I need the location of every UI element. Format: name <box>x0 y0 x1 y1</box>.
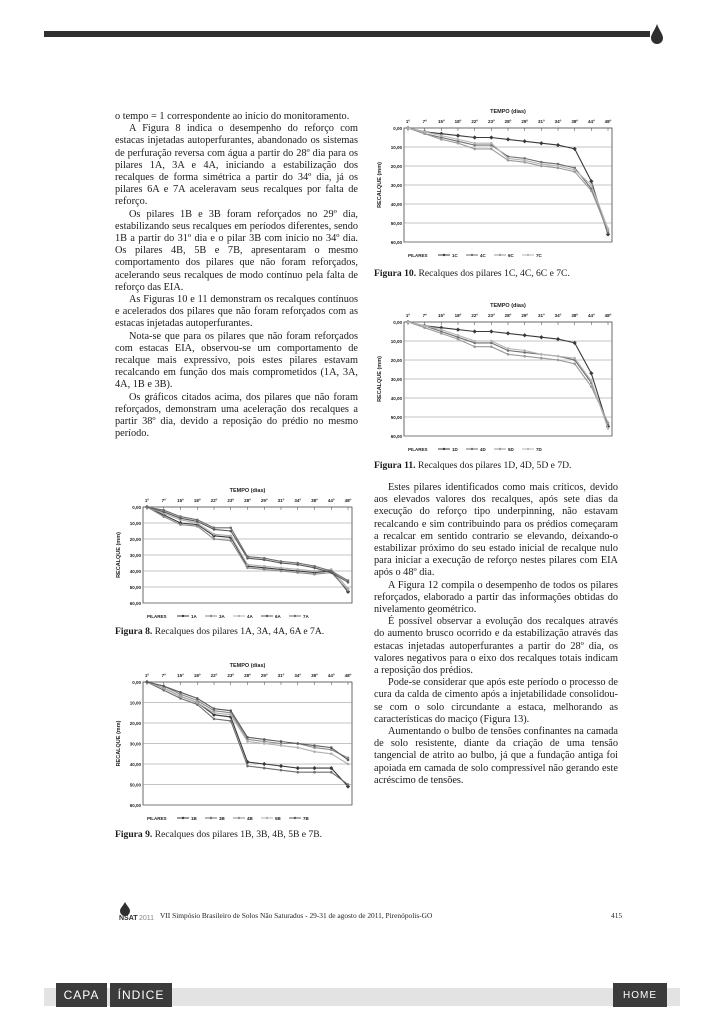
legend-label: 3B <box>219 816 225 821</box>
legend-label: 7A <box>303 614 309 619</box>
paragraph: As Figuras 10 e 11 demonstram os recalques contínuos e acelerados dos pilares que não foram reforçados com as estacas injetadas autoperfurantes. <box>115 294 358 330</box>
data-point <box>457 138 460 141</box>
legend-marker <box>210 817 212 819</box>
data-point <box>440 328 443 331</box>
indice-button[interactable] <box>110 983 172 1007</box>
y-tick-label: 20,00 <box>129 721 141 726</box>
caption-text: Recalques dos pilares 1D, 4D, 5D e 7D. <box>415 460 572 471</box>
legend-marker <box>443 254 445 256</box>
caption-label: Figura 10. <box>374 268 417 279</box>
y-tick-label: 10,00 <box>390 145 402 150</box>
data-point <box>213 538 216 541</box>
data-point <box>179 515 182 518</box>
data-point <box>296 771 299 774</box>
data-point <box>573 357 576 360</box>
x-tick-label: 29º <box>521 313 528 318</box>
data-point <box>213 718 216 721</box>
legend-marker <box>238 817 240 819</box>
data-point <box>313 771 316 774</box>
legend-label: 5B <box>275 816 281 821</box>
data-point <box>179 691 182 694</box>
legend-marker <box>527 254 529 256</box>
nsat-logo <box>117 900 157 927</box>
data-point <box>540 357 543 360</box>
data-point <box>146 506 149 509</box>
x-tick-label: 48º <box>604 119 612 124</box>
chart-figure-10 <box>374 106 620 262</box>
caption-figure-9 <box>115 829 322 840</box>
data-point <box>196 519 199 522</box>
chart-figure-9 <box>113 660 360 825</box>
data-point <box>313 570 316 573</box>
data-point <box>440 332 443 335</box>
data-point <box>296 562 299 565</box>
paragraph: É possível observar a evolução dos recalques através do aumento brusco ocorrido e da estabilização através das estacas injetadas autoperfurantes a partir do 28º dia, os valores negativos para o eixo dos recalques totais indicam a reposição dos prédios. <box>374 616 618 677</box>
data-point <box>557 165 560 168</box>
data-point <box>507 353 510 356</box>
data-point <box>296 746 299 749</box>
data-point <box>423 131 426 134</box>
data-point <box>473 340 476 343</box>
data-point <box>313 573 316 576</box>
x-tick-label: 15º <box>438 119 445 124</box>
data-point <box>246 740 249 743</box>
y-tick-label: 50,00 <box>129 782 141 788</box>
data-point <box>313 565 316 568</box>
x-tick-label: 22º <box>210 498 218 503</box>
paragraph: Aumentando o bulbo de tensões confinantes na camada de solo resistente, diante da criação de uma tensão tangencial de atrito ao bulbo, já que a fundação antiga foi apoiada em camada de solo compressível não gerando este acréscimo de tensões. <box>374 726 618 786</box>
data-point <box>573 363 576 366</box>
data-point <box>263 767 266 770</box>
chart-figure-8 <box>113 485 360 623</box>
chart-title: TEMPO (dias) <box>229 488 266 494</box>
data-point <box>246 555 249 558</box>
x-tick-label: 18º <box>193 498 201 503</box>
x-tick-label: 15º <box>438 313 445 318</box>
legend-marker <box>266 817 268 819</box>
data-point <box>280 570 283 573</box>
data-point <box>507 157 510 160</box>
data-point <box>296 568 299 571</box>
left-column <box>115 111 358 440</box>
x-tick-label: 31º <box>277 673 285 678</box>
x-tick-label: 38º <box>311 673 318 678</box>
data-point <box>347 783 350 786</box>
y-tick-label: 40,00 <box>129 569 141 574</box>
y-tick-label: 0,00 <box>132 505 141 510</box>
x-tick-label: 7º <box>422 119 427 124</box>
legend-marker <box>294 615 296 617</box>
legend-marker <box>210 615 212 617</box>
data-point <box>490 345 493 348</box>
y-tick-label: 60,00 <box>390 434 402 439</box>
data-point <box>473 345 476 348</box>
x-tick-label: 34º <box>294 498 302 503</box>
data-point <box>573 169 576 172</box>
data-point <box>229 720 232 723</box>
data-point <box>213 533 216 536</box>
chart-title: TEMPO (dias) <box>490 303 526 309</box>
data-point <box>590 385 593 388</box>
indice-label: ÍNDICE <box>117 988 165 1002</box>
data-point <box>457 142 460 145</box>
y-tick-label: 50,00 <box>390 221 402 226</box>
footer-text: VII Simpósio Brasileiro de Solos Não Saturados - 29-31 de agosto de 2011, Pirenópolis-GO <box>160 911 433 920</box>
x-tick-label: 18º <box>454 313 462 318</box>
data-point <box>280 769 283 772</box>
y-tick-label: 0,00 <box>393 320 402 325</box>
x-tick-label: 44º <box>588 119 595 124</box>
data-point <box>213 707 216 710</box>
svg-text:2011: 2011 <box>139 915 155 922</box>
caption-label: Figura 9. <box>115 829 153 840</box>
legend-label: 5D <box>508 447 514 452</box>
data-point <box>590 189 593 192</box>
data-point <box>523 159 526 162</box>
legend-title: PILARES <box>147 614 167 619</box>
data-point <box>146 681 149 684</box>
data-point <box>607 427 610 430</box>
y-tick-label: 20,00 <box>129 537 141 542</box>
data-point <box>313 744 316 747</box>
y-tick-label: 10,00 <box>129 700 141 706</box>
x-tick-label: 31º <box>538 313 545 318</box>
x-tick-label: 15º <box>177 673 184 678</box>
x-tick-label: 31º <box>277 498 285 503</box>
x-tick-label: 7º <box>161 498 166 503</box>
data-point <box>330 570 333 573</box>
data-point <box>507 347 510 350</box>
x-tick-label: 29º <box>521 119 528 124</box>
y-tick-label: 40,00 <box>390 202 402 207</box>
legend-label: 7B <box>303 816 309 821</box>
data-point <box>280 744 283 747</box>
data-point <box>296 742 299 745</box>
y-tick-label: 10,00 <box>390 339 402 344</box>
x-tick-label: 31º <box>538 119 545 124</box>
data-point <box>196 697 199 700</box>
legend-marker <box>527 448 529 450</box>
data-point <box>330 771 333 774</box>
paragraph: Os pilares 1B e 3B foram reforçados no 29º dia, estabilizando seus recalques em períodos diferentes, sendo 1B a partir do 31º dia e o pilar 3B com início no 34º dia. Os pilares 4B, 5B e 7B, apresentaram o mesmo comportamento dos pilares que não foram reforçados, acelerando seus recalques de modo contínuo pela falta de reforço das EIA. <box>115 208 358 293</box>
data-point <box>246 567 249 570</box>
y-tick-label: 60,00 <box>390 240 402 245</box>
data-point <box>229 709 232 712</box>
chart-title: TEMPO (dias) <box>490 109 526 115</box>
data-point <box>557 355 560 358</box>
data-point <box>229 714 232 717</box>
y-tick-label: 50,00 <box>390 415 402 420</box>
x-tick-label: 1º <box>405 119 411 124</box>
legend-label: 4C <box>480 253 486 258</box>
data-point <box>523 355 526 358</box>
legend-marker <box>471 254 473 256</box>
y-axis-label: RECALQUE (mm) <box>116 532 122 578</box>
x-tick-label: 44º <box>327 673 335 678</box>
svg-text:NSAT: NSAT <box>119 915 138 922</box>
legend-label: 1B <box>191 816 197 821</box>
x-tick-label: 23º <box>488 313 495 318</box>
legend-label: 6A <box>275 614 281 619</box>
y-tick-label: 30,00 <box>129 553 141 558</box>
legend-marker <box>499 448 501 450</box>
data-point <box>246 563 249 566</box>
header-rule <box>44 31 650 37</box>
data-point <box>263 568 266 571</box>
x-tick-label: 23º <box>488 119 495 124</box>
data-point <box>280 740 283 743</box>
x-tick-label: 38º <box>571 119 578 124</box>
data-point <box>490 148 493 151</box>
y-tick-label: 60,00 <box>129 803 141 808</box>
data-point <box>330 752 333 755</box>
x-tick-label: 7º <box>422 313 427 318</box>
legend-title: PILARES <box>147 816 167 821</box>
paragraph: Pode-se considerar que após este período o processo de cura da calda de cimento após a injetabilidade consolidou-se com o solo circundante a estaca, melhorando as características do maciço (Figura 13). <box>374 677 618 725</box>
x-tick-label: 48º <box>344 673 352 678</box>
x-tick-label: 28º <box>504 119 512 124</box>
data-point <box>196 525 199 528</box>
capa-button[interactable] <box>56 983 107 1007</box>
caption-text: Recalques dos pilares 1A, 3A, 4A, 6A e 7A. <box>152 626 325 637</box>
paragraph: A Figura 8 indica o desempenho do reforço com estacas injetadas autoperfurantes, abandonado os sistemas de perfuração reversa com água a partir do 28º dia para os pilares 1A, 3A e 4A, iniciando a estabilização dos recalques de forma simétrica a partir do 34º dia, já os pilares 6A e 7A aceleravam seus recalques por falta de reforço. <box>115 123 358 208</box>
caption-figure-10 <box>374 268 570 279</box>
x-tick-label: 34º <box>294 673 302 678</box>
chart-title: TEMPO (dias) <box>229 663 266 669</box>
data-point <box>440 138 443 141</box>
caption-label: Figura 8. <box>115 626 153 637</box>
data-point <box>473 142 476 145</box>
data-point <box>590 184 593 187</box>
y-tick-label: 30,00 <box>390 183 402 188</box>
data-point <box>296 571 299 574</box>
caption-text: Recalques dos pilares 1C, 4C, 6C e 7C. <box>416 268 570 279</box>
data-point <box>607 227 610 230</box>
data-point <box>347 579 350 582</box>
legend-label: 7D <box>536 447 542 452</box>
legend-marker <box>182 817 184 819</box>
x-tick-label: 22º <box>471 119 478 124</box>
data-point <box>213 527 216 530</box>
x-tick-label: 1º <box>405 313 411 318</box>
data-point <box>407 127 410 130</box>
legend-label: 4A <box>247 614 253 619</box>
x-tick-label: 44º <box>588 313 595 318</box>
y-tick-label: 30,00 <box>129 741 141 747</box>
data-point <box>440 134 443 137</box>
capa-label: CAPA <box>63 988 100 1002</box>
caption-figure-11 <box>374 460 571 471</box>
data-point <box>229 539 232 542</box>
data-point <box>263 557 266 560</box>
x-tick-label: 18º <box>454 119 462 124</box>
x-tick-label: 34º <box>554 313 562 318</box>
legend-marker <box>471 448 473 450</box>
y-tick-label: 0,00 <box>393 126 402 131</box>
y-axis-label: RECALQUE (mm) <box>377 356 383 402</box>
paragraph: Nota-se que para os pilares que não foram reforçados com estacas EIA, observou-se um comportamento de recalque mais expressivo, pois estes pilares estavam recalcando em função dos mais comprometidos (1A, 3A, 4A, 1B e 3B). <box>115 330 358 391</box>
x-tick-label: 29º <box>260 673 268 678</box>
data-point <box>490 340 493 343</box>
x-tick-label: 34º <box>554 119 562 124</box>
data-point <box>213 711 216 714</box>
data-point <box>347 759 350 762</box>
legend-label: 3A <box>219 614 225 619</box>
caption-label: Figura 11. <box>374 460 416 471</box>
legend-title: PILARES <box>408 447 428 452</box>
data-point <box>523 349 526 352</box>
x-tick-label: 15º <box>177 498 184 503</box>
x-tick-label: 28º <box>244 498 251 503</box>
x-tick-label: 1º <box>144 673 150 678</box>
legend-label: 7C <box>536 253 542 258</box>
data-point <box>490 142 493 145</box>
x-tick-label: 48º <box>344 498 352 503</box>
x-tick-label: 22º <box>471 313 478 318</box>
paragraph: A Figura 12 compila o desempenho de todos os pilares reforçados, elaborado a partir das informações obtidas do nivelamento geométrico. <box>374 579 618 616</box>
x-tick-label: 22º <box>210 673 218 678</box>
y-tick-label: 40,00 <box>129 762 141 767</box>
chart-figure-11 <box>374 300 620 456</box>
data-point <box>246 736 249 739</box>
right-column <box>374 482 618 787</box>
legend-label: 4B <box>247 816 253 821</box>
x-tick-label: 29º <box>260 498 268 503</box>
legend-label: 6C <box>508 253 514 258</box>
y-tick-label: 20,00 <box>390 164 402 169</box>
data-point <box>280 567 283 570</box>
x-tick-label: 28º <box>504 313 512 318</box>
data-point <box>162 509 165 512</box>
y-tick-label: 20,00 <box>390 358 402 363</box>
x-tick-label: 1º <box>144 498 150 503</box>
x-tick-label: 44º <box>327 498 335 503</box>
data-point <box>457 334 460 337</box>
data-point <box>196 701 199 704</box>
data-point <box>473 148 476 151</box>
data-point <box>590 380 593 383</box>
data-point <box>347 587 350 590</box>
y-tick-label: 50,00 <box>129 585 141 590</box>
legend-label: 4D <box>480 447 486 452</box>
data-point <box>280 560 283 563</box>
caption-figure-8 <box>115 626 324 637</box>
data-point <box>540 163 543 166</box>
data-point <box>179 695 182 698</box>
y-tick-label: 0,00 <box>132 680 141 685</box>
x-tick-label: 38º <box>311 498 318 503</box>
data-point <box>607 421 610 424</box>
x-tick-label: 7º <box>161 673 166 678</box>
drop-icon <box>650 24 664 46</box>
legend-marker <box>238 615 240 617</box>
data-point <box>162 515 165 518</box>
x-tick-label: 28º <box>244 673 251 678</box>
data-point <box>457 338 460 341</box>
page-number: 415 <box>611 911 623 920</box>
legend-title: PILARES <box>408 253 428 258</box>
data-point <box>263 742 266 745</box>
x-tick-label: 48º <box>604 313 612 318</box>
legend-label: 1A <box>191 614 197 619</box>
caption-text: Recalques dos pilares 1B, 3B, 4B, 5B e 7B. <box>152 829 323 840</box>
data-point <box>263 738 266 741</box>
y-tick-label: 30,00 <box>390 377 402 382</box>
legend-label: 1C <box>452 253 458 258</box>
legend-marker <box>499 254 501 256</box>
data-point <box>246 765 249 768</box>
legend-label: 1D <box>452 447 458 452</box>
data-point <box>263 565 266 568</box>
data-point <box>540 353 543 356</box>
y-tick-label: 60,00 <box>129 601 141 606</box>
data-point <box>229 535 232 538</box>
x-tick-label: 23º <box>227 673 235 678</box>
paragraph: Estes pilares identificados como mais críticos, devido aos elevados valores dos recalques, após sete dias da execução do reforço tipo underpinning, não estavam recalcando e sim contribuindo para os prédios começaram a recalcar em sentido contrario se elevando, deixando-o estabilizar próximo do seu estado inicial de recalque nulo para iniciar a execução de reforço nestes pilares com EIA após o 48º dia. <box>374 482 618 579</box>
paragraph: Os gráficos citados acima, dos pilares que não foram reforçados, demonstram uma aceleração dos recalques a partir 38º dia, devido a reposição do prédio no mesmo período. <box>115 391 358 440</box>
data-point <box>179 523 182 526</box>
legend-marker <box>443 448 445 450</box>
y-tick-label: 10,00 <box>129 521 141 526</box>
y-axis-label: RECALQUE (mm) <box>116 720 122 767</box>
home-label: HOME <box>623 989 657 1001</box>
data-point <box>557 359 560 362</box>
data-point <box>407 321 410 324</box>
legend-marker <box>182 615 184 617</box>
data-point <box>229 527 232 530</box>
x-tick-label: 23º <box>227 498 235 503</box>
y-axis-label: RECALQUE (mm) <box>377 162 383 208</box>
data-point <box>423 325 426 328</box>
legend-marker <box>294 817 296 819</box>
x-tick-label: 38º <box>571 313 578 318</box>
data-point <box>162 685 165 688</box>
home-button[interactable] <box>613 983 667 1007</box>
legend-marker <box>266 615 268 617</box>
y-tick-label: 40,00 <box>390 396 402 401</box>
data-point <box>313 750 316 753</box>
data-point <box>330 746 333 749</box>
paragraph: o tempo = 1 correspondente ao início do monitoramento. <box>115 111 350 122</box>
data-point <box>347 763 350 766</box>
x-tick-label: 18º <box>193 673 201 678</box>
